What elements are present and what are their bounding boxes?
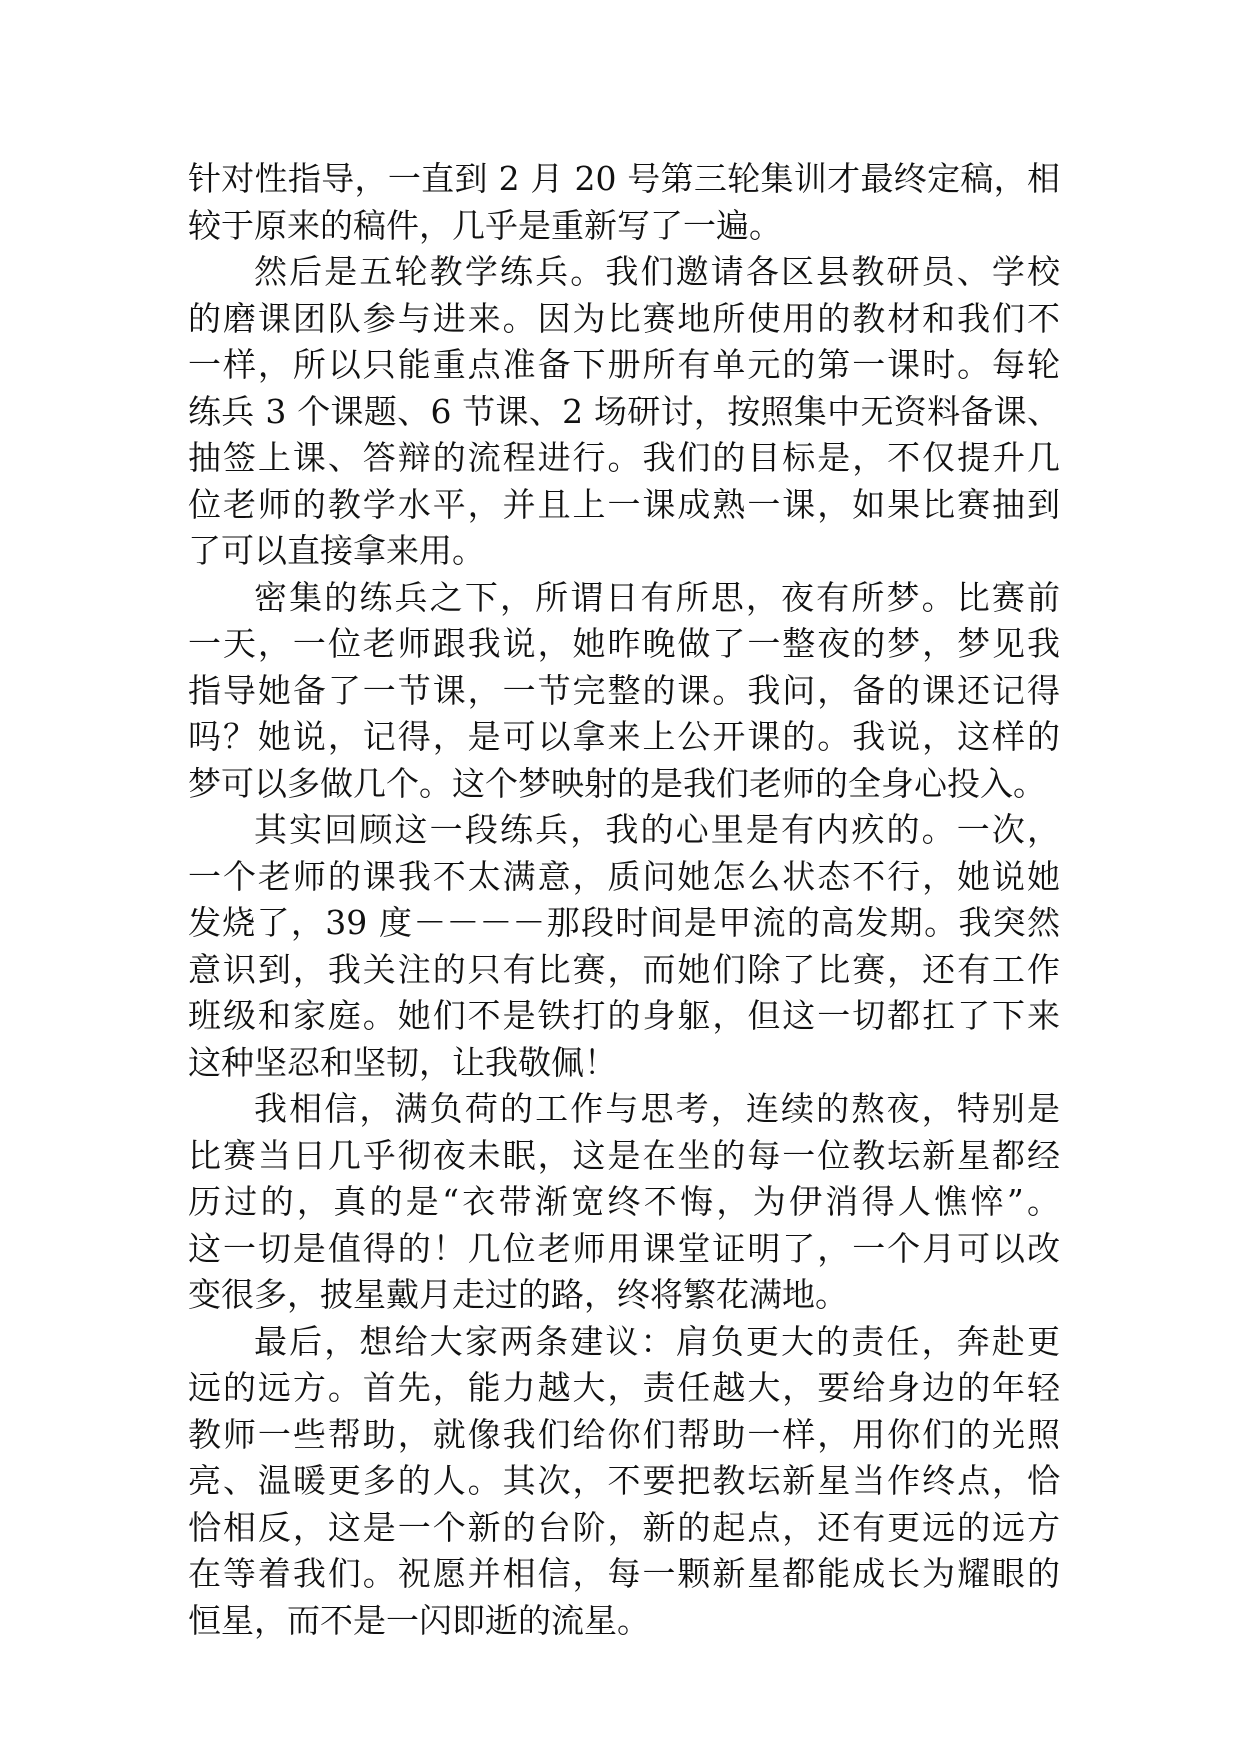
text-line: 历过的，真的是“衣带渐宽终不悔，为伊消得人憔悴”。 — [188, 1182, 1060, 1221]
text-line: 梦可以多做几个。这个梦映射的是我们老师的全身心投入。 — [188, 763, 1046, 803]
text-line: 教师一些帮助，就像我们给你们帮助一样，用你们的光照 — [188, 1414, 1060, 1454]
text-line: 最后，想给大家两条建议：肩负更大的责任，奔赴更 — [254, 1321, 1060, 1361]
text-line: 恰相反，这是一个新的台阶，新的起点，还有更远的远方 — [188, 1507, 1060, 1547]
text-line: 在等着我们。祝愿并相信，每一颗新星都能成长为耀眼的 — [188, 1554, 1060, 1593]
text-line: 一样，所以只能重点准备下册所有单元的第一课时。每轮 — [188, 345, 1060, 384]
document-body — [188, 156, 1060, 1644]
text-line: 班级和家庭。她们不是铁打的身躯，但这一切都扛了下来 — [188, 996, 1060, 1035]
text-line: 这一切是值得的！几位老师用课堂证明了，一个月可以改 — [188, 1228, 1060, 1268]
text-line: 较于原来的稿件，几乎是重新写了一遍。 — [188, 205, 782, 245]
text-line: 指导她备了一节课，一节完整的课。我问，备的课还记得 — [188, 670, 1060, 710]
paragraph — [188, 1086, 1060, 1319]
text-line: 针对性指导，一直到 2 月 20 号第三轮集训才最终定稿，相 — [188, 159, 1060, 198]
text-line: 这种坚忍和坚韧，让我敬佩！ — [188, 1042, 617, 1082]
text-line: 密集的练兵之下，所谓日有所思，夜有所梦。比赛前 — [254, 577, 1060, 617]
text-line: 吗？她说，记得，是可以拿来上公开课的。我说，这样的 — [188, 717, 1060, 756]
paragraph — [188, 1319, 1060, 1645]
text-line: 变很多，披星戴月走过的路，终将繁花满地。 — [188, 1275, 848, 1314]
paragraph — [188, 249, 1060, 575]
text-line: 我相信，满负荷的工作与思考，连续的熬夜，特别是 — [254, 1089, 1060, 1128]
text-line: 一天，一位老师跟我说，她昨晚做了一整夜的梦，梦见我 — [188, 624, 1060, 663]
text-line: 比赛当日几乎彻夜未眠，这是在坐的每一位教坛新星都经 — [188, 1135, 1060, 1175]
text-line: 发烧了，39 度－－－－那段时间是甲流的高发期。我突然 — [188, 903, 1060, 942]
paragraph — [188, 575, 1060, 808]
paragraph — [188, 156, 1060, 249]
text-line: 然后是五轮教学练兵。我们邀请各区县教研员、学校 — [254, 252, 1060, 291]
text-line: 的磨课团队参与进来。因为比赛地所使用的教材和我们不 — [188, 298, 1060, 338]
text-line: 一个老师的课我不太满意，质问她怎么状态不行，她说她 — [188, 856, 1060, 896]
text-line: 恒星，而不是一闪即逝的流星。 — [188, 1600, 650, 1640]
paragraph — [188, 807, 1060, 1086]
text-line: 抽签上课、答辩的流程进行。我们的目标是，不仅提升几 — [188, 438, 1060, 477]
text-line: 了可以直接拿来用。 — [188, 531, 485, 570]
text-line: 位老师的教学水平，并且上一课成熟一课，如果比赛抽到 — [188, 484, 1060, 524]
text-line: 练兵 3 个课题、6 节课、2 场研讨，按照集中无资料备课、 — [188, 391, 1060, 431]
text-line: 远的远方。首先，能力越大，责任越大，要给身边的年轻 — [188, 1368, 1060, 1407]
text-line: 其实回顾这一段练兵，我的心里是有内疚的。一次， — [254, 810, 1060, 849]
text-line: 亮、温暖更多的人。其次，不要把教坛新星当作终点，恰 — [188, 1461, 1060, 1500]
text-line: 意识到，我关注的只有比赛，而她们除了比赛，还有工作 — [188, 949, 1060, 989]
